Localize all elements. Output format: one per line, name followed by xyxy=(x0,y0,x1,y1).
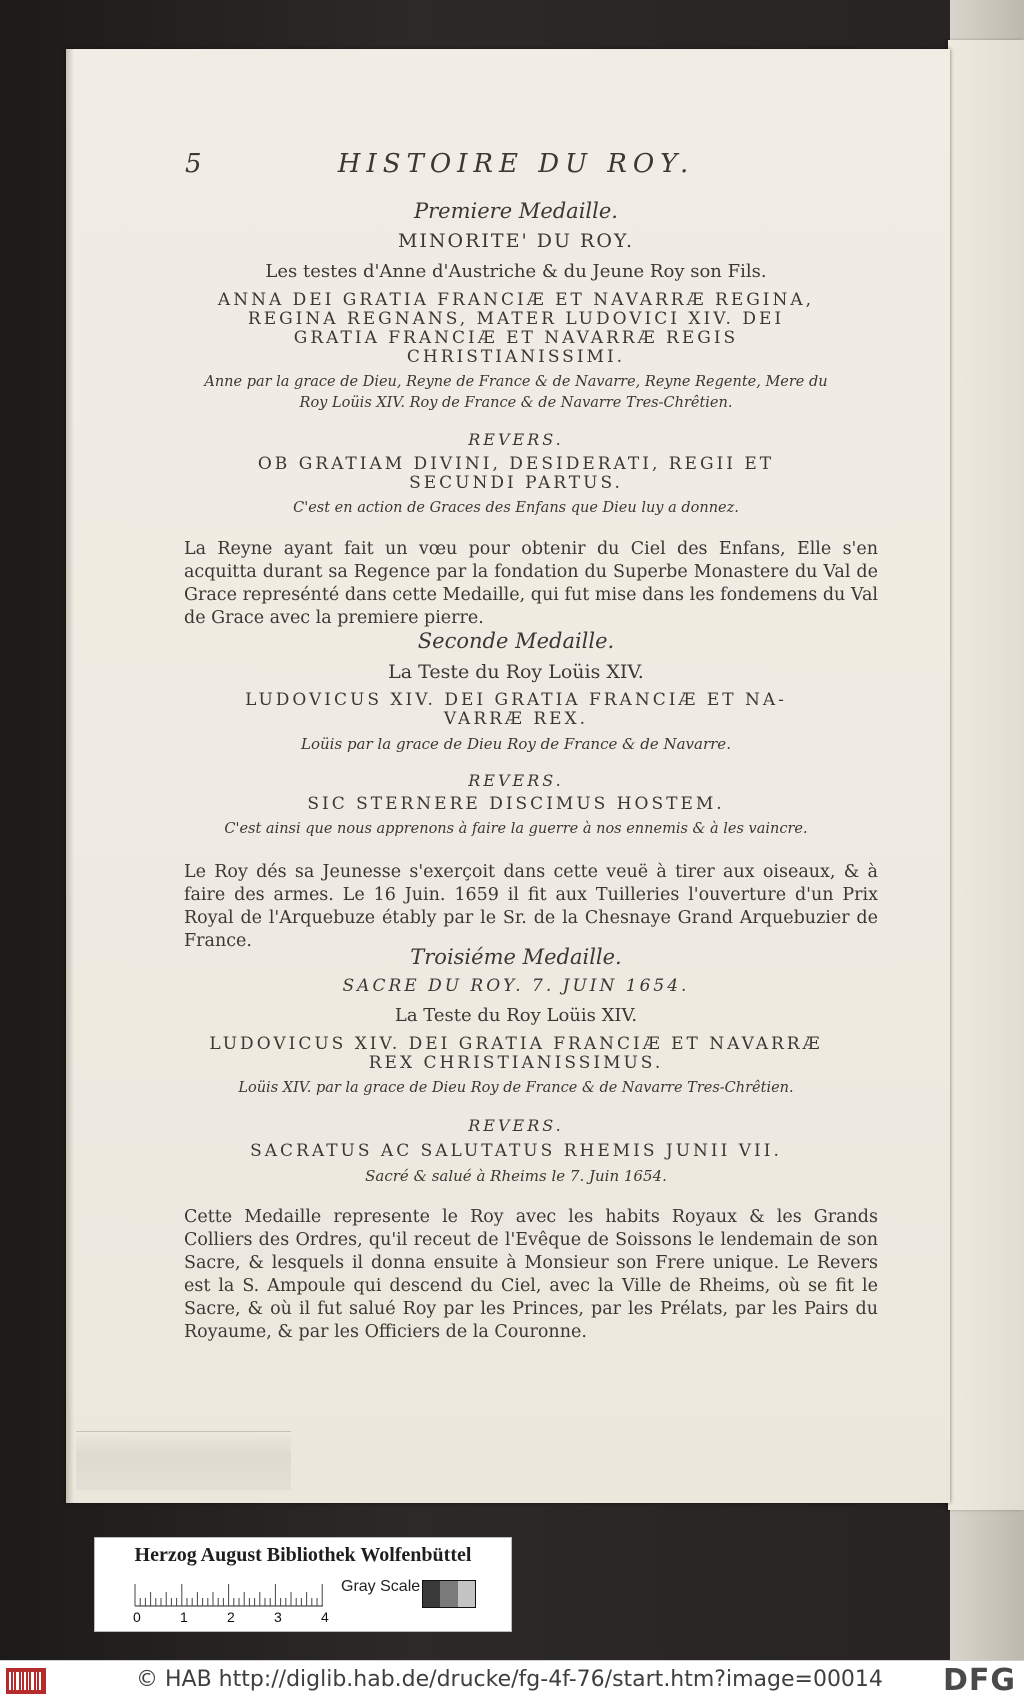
gray-scale-label: Gray Scale xyxy=(341,1578,421,1595)
medal3-translation: Loüis XIV. par la grace de Dieu Roy de France & de Navarre Tres-Chrêtien. xyxy=(238,1080,794,1096)
medal1-translation-line: Roy Loüis XIV. Roy de France & de Navarre Tres-Chrêtien. xyxy=(299,395,733,411)
gray-scale-swatch xyxy=(422,1580,476,1608)
copyright-url[interactable]: © HAB http://diglib.hab.de/drucke/fg-4f-76/start.htm?image=00014 xyxy=(136,1667,883,1692)
medal2-revers-translation: C'est ainsi que nous apprenons à faire la guerre à nos ennemis & à les vaincre. xyxy=(224,821,808,837)
medal1-revers-translation: C'est en action de Graces des Enfans que Dieu luy a donnez. xyxy=(293,500,739,516)
medal1-translation-line: Anne par la grace de Dieu, Reyne de France & de Navarre, Reyne Regente, Mere du xyxy=(204,374,828,390)
scale-number: 1 xyxy=(180,1609,188,1625)
medal3-latin-line: LUDOVICUS XIV. DEI GRATIA FRANCIÆ ET NAVARRÆ xyxy=(209,1034,823,1054)
barcode-icon xyxy=(6,1668,46,1694)
medal1-latin-line: ANNA DEI GRATIA FRANCIÆ ET NAVARRÆ REGINA, xyxy=(217,290,815,310)
medal2-revers-label: REVERS. xyxy=(468,771,564,790)
scale-number: 2 xyxy=(227,1609,235,1625)
medal1-subtitle: MINORITE' DU ROY. xyxy=(397,230,635,252)
running-head: HISTOIRE DU ROY. xyxy=(337,149,695,179)
medal2-revers-latin: SIC STERNERE DISCIMUS HOSTEM. xyxy=(307,794,725,814)
gray-swatch-dark xyxy=(423,1581,440,1607)
page-content xyxy=(66,49,950,1503)
page-number: 5 xyxy=(185,149,202,179)
footer-bar xyxy=(0,1660,1024,1702)
dfg-logo: DFG xyxy=(942,1663,1016,1698)
facing-page-edge xyxy=(948,40,1024,1510)
medal1-description: Les testes d'Anne d'Austriche & du Jeune Roy son Fils. xyxy=(265,261,767,282)
scale-number: 3 xyxy=(274,1609,282,1625)
medal1-latin-line: GRATIA FRANCIÆ ET NAVARRÆ REGIS xyxy=(293,328,739,348)
medal2-heading: Seconde Medaille. xyxy=(417,629,615,653)
scale-number: 0 xyxy=(133,1609,141,1625)
gray-swatch-light xyxy=(458,1581,475,1607)
medal2-translation: Loüis par la grace de Dieu Roy de France & de Navarre. xyxy=(301,735,731,753)
medal3-revers-label: REVERS. xyxy=(468,1116,564,1135)
medal1-revers-label: REVERS. xyxy=(468,430,564,449)
medal3-revers-translation: Sacré & salué à Rheims le 7. Juin 1654. xyxy=(365,1167,667,1185)
medal2-latin-line: VARRÆ REX. xyxy=(443,709,589,729)
medal1-latin-line: CHRISTIANISSIMI. xyxy=(406,347,626,367)
medal2-paragraph: Le Roy dés sa Jeunesse s'exerçoit dans cette veuë à tirer aux oiseaux, & à faire des armes. Le 16 Juin. 1659 il fit aux Tuilleries l'ouverture d'un Prix Royal de l'Arquebuze étably par le Sr. de la Chesnaye Grand Arquebuzier de France. xyxy=(184,862,878,951)
medal3-paragraph: Cette Medaille represente le Roy avec les habits Royaux & les Grands Colliers des Ordres, qu'il receut de l'Evêque de Soissons le lendemain de son Sacre, & lesquels il donna ensuite à Monsieur son Frere unique. Le Revers est la S. Ampoule qui descend du Ciel, avec la Ville de Rheims, où se fit le Sacre, & où il fut salué Roy par les Princes, par les Prélats, par les Pairs du Royaume, & par les Officiers de la Couronne. xyxy=(184,1207,878,1342)
medal3-subtitle: La Teste du Roy Loüis XIV. xyxy=(394,1005,638,1026)
library-name: Herzog August Bibliothek Wolfenbüttel xyxy=(134,1544,472,1566)
gray-swatch-mid xyxy=(440,1581,457,1607)
scale-number: 4 xyxy=(321,1609,329,1625)
ruler-scale xyxy=(133,1576,333,1608)
medal3-revers-latin: SACRATUS AC SALUTATUS RHEMIS JUNII VII. xyxy=(250,1141,782,1161)
medal3-latin-line: REX CHRISTIANISSIMUS. xyxy=(368,1053,664,1073)
medal1-heading: Premiere Medaille. xyxy=(414,199,618,223)
medal3-date-line: SACRE DU ROY. 7. JUIN 1654. xyxy=(342,976,690,996)
medal1-revers-latin: SECUNDI PARTUS. xyxy=(409,473,623,493)
library-label-card xyxy=(94,1537,512,1632)
medal3-heading: Troisiéme Medaille. xyxy=(410,945,622,969)
medal1-latin-line: REGINA REGNANS, MATER LUDOVICI XIV. DEI xyxy=(247,309,785,329)
medal2-latin-line: LUDOVICUS XIV. DEI GRATIA FRANCIÆ ET NA- xyxy=(245,690,787,710)
medal1-paragraph: La Reyne ayant fait un vœu pour obtenir du Ciel des Enfans, Elle s'en acquitta durant sa Regence par la fondation du Superbe Monastere du Val de Grace represénté dans cette Medaille, qui fut mise dans les fondemens du Val de Grace avec la premiere pierre. xyxy=(184,539,878,628)
medal2-subtitle: La Teste du Roy Loüis XIV. xyxy=(388,661,644,683)
book-page xyxy=(66,49,950,1503)
medal1-revers-latin: OB GRATIAM DIVINI, DESIDERATI, REGII ET xyxy=(257,454,775,474)
